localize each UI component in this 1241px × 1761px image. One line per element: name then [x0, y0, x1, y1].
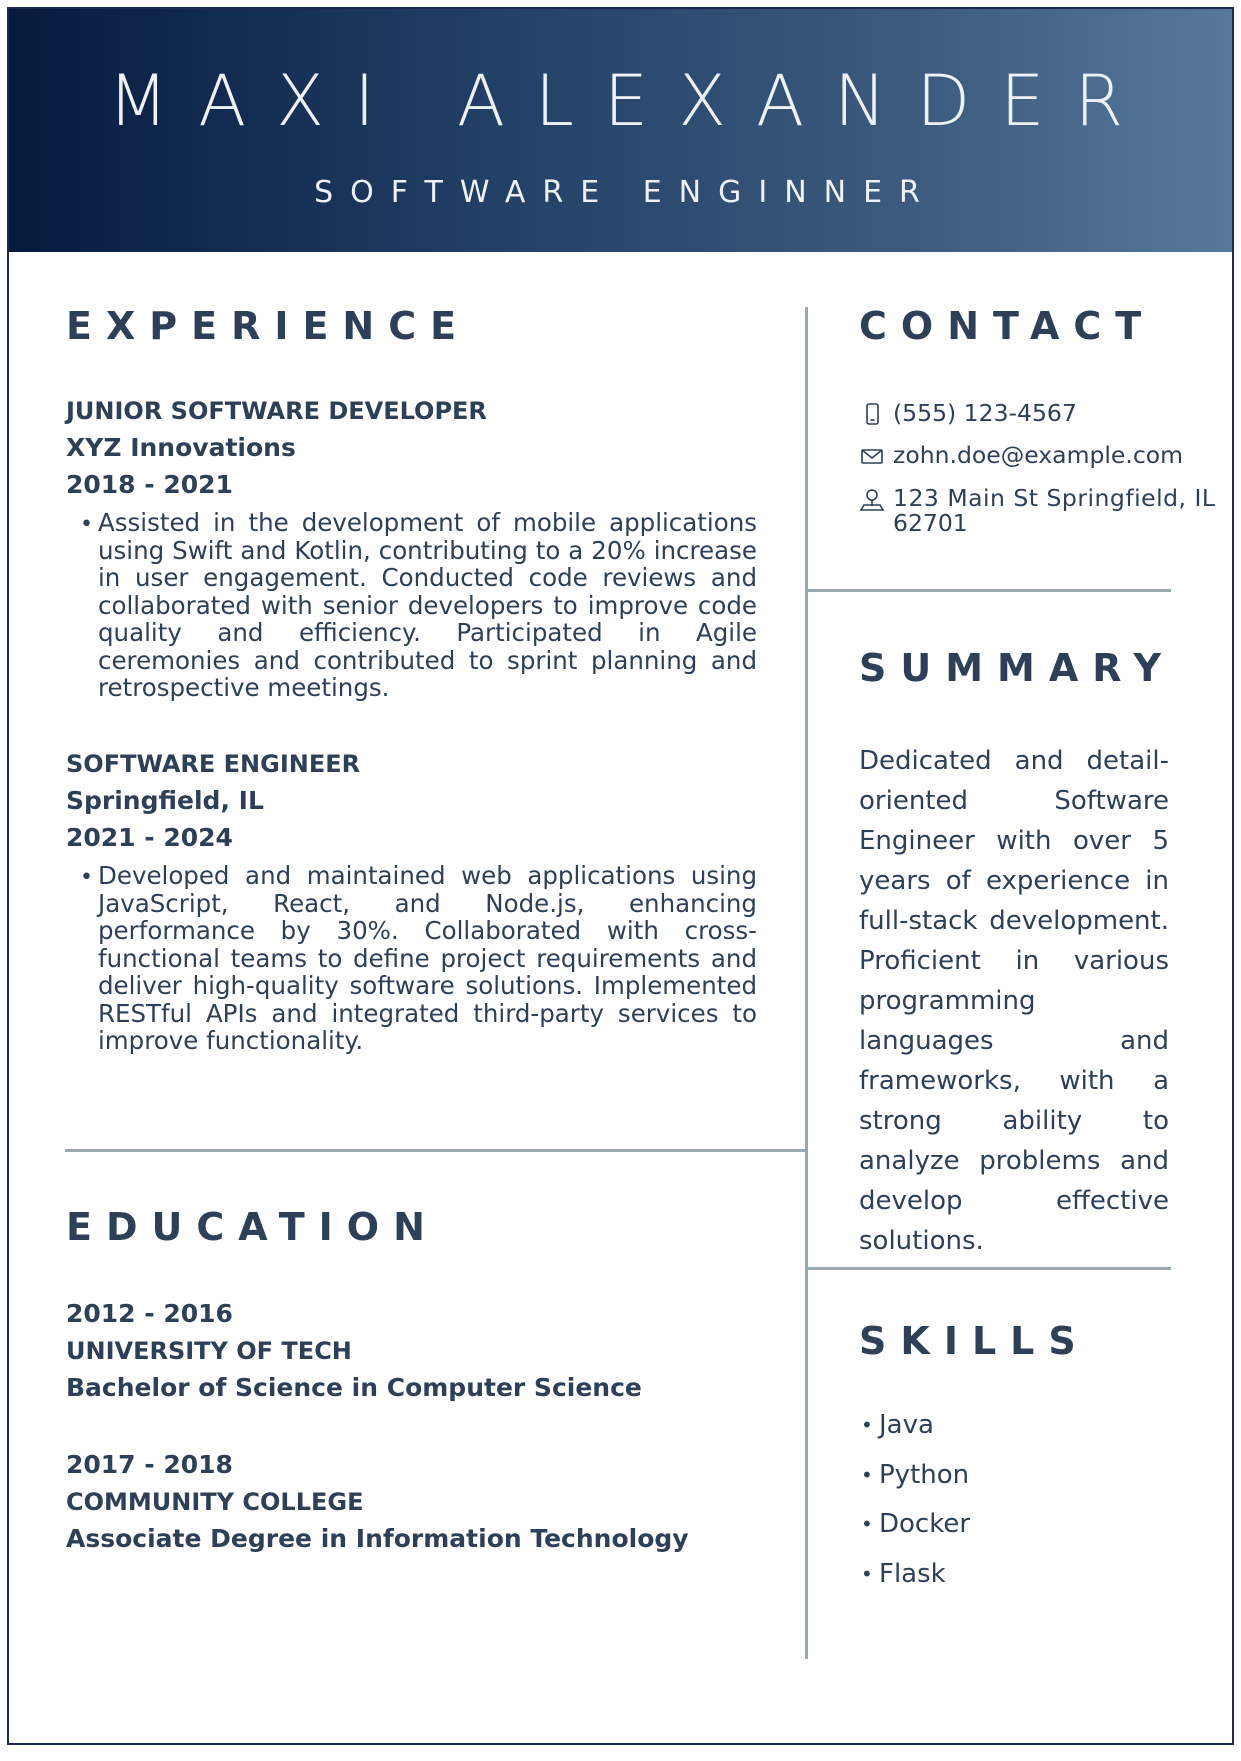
education-degree: Bachelor of Science in Computer Science [66, 1373, 642, 1402]
mail-icon [859, 443, 885, 469]
address-line1: 123 Main St Springfield, IL [893, 484, 1216, 512]
contact-phone [859, 401, 1077, 427]
location-icon [859, 486, 885, 512]
skill-item: • Java [879, 1410, 934, 1440]
education-degree: Associate Degree in Information Technology [66, 1524, 689, 1553]
education-dates: 2017 - 2018 [66, 1450, 233, 1479]
phone-icon [859, 401, 885, 427]
summary-skills-divider [807, 1267, 1171, 1270]
experience-heading: EXPERIENCE [66, 304, 471, 348]
resume-header [9, 9, 1232, 252]
job-role: SOFTWARE ENGINEER [66, 750, 361, 778]
contact-email [859, 443, 1183, 469]
education-heading: EDUCATION [66, 1205, 439, 1249]
job-dates: 2021 - 2024 [66, 823, 233, 852]
education-dates: 2012 - 2016 [66, 1299, 233, 1328]
resume-page [7, 7, 1234, 1745]
skill-item: • Flask [879, 1559, 946, 1589]
skill-item: • Python [879, 1460, 969, 1490]
job-dates: 2018 - 2021 [66, 470, 233, 499]
bullet-marker: • [80, 512, 93, 537]
education-school: COMMUNITY COLLEGE [66, 1488, 364, 1516]
skills-heading: SKILLS [859, 1319, 1090, 1363]
bullet-marker: • [80, 865, 93, 890]
contact-heading: CONTACT [859, 304, 1156, 348]
address-line2: 62701 [893, 509, 968, 537]
job-org: XYZ Innovations [66, 433, 296, 462]
skill-item: • Docker [879, 1509, 970, 1539]
job-org: Springfield, IL [66, 786, 264, 815]
education-school: UNIVERSITY OF TECH [66, 1337, 352, 1365]
summary-text: Dedicated and detail-oriented Software Engineer with over 5 years of experience in full-stack development. Proficient in various programming languages and frameworks, with a strong ability to analyze problems and develop effective solutions. [859, 746, 1169, 1256]
phone-number[interactable]: (555) 123-4567 [893, 399, 1077, 427]
contact-address [859, 486, 1216, 536]
job-role: JUNIOR SOFTWARE DEVELOPER [66, 397, 487, 425]
contact-summary-divider [807, 589, 1171, 592]
job-description: Developed and maintained web applications using JavaScript, React, and Node.js, enhancing performance by 30%. Collaborated with cross-functional teams to define project requirements and deliver high-quality software solutions. Implemented RESTful APIs and integrated third-party services to improve functionality. [98, 861, 757, 1055]
experience-education-divider [65, 1149, 807, 1152]
job-description: Assisted in the development of mobile applications using Swift and Kotlin, contributing to a 20% increase in user engagement. Conducted code reviews and collaborated with senior developers to improve code quality and efficiency. Participated in Agile ceremonies and contributed to sprint planning and retrospective meetings. [98, 508, 757, 702]
candidate-name: MAXI ALEXANDER [107, 60, 1154, 142]
summary-heading: SUMMARY [859, 646, 1175, 690]
email-address[interactable]: zohn.doe@example.com [893, 441, 1184, 469]
column-divider [805, 307, 808, 1659]
candidate-title: SOFTWARE ENGINNER [314, 175, 937, 210]
